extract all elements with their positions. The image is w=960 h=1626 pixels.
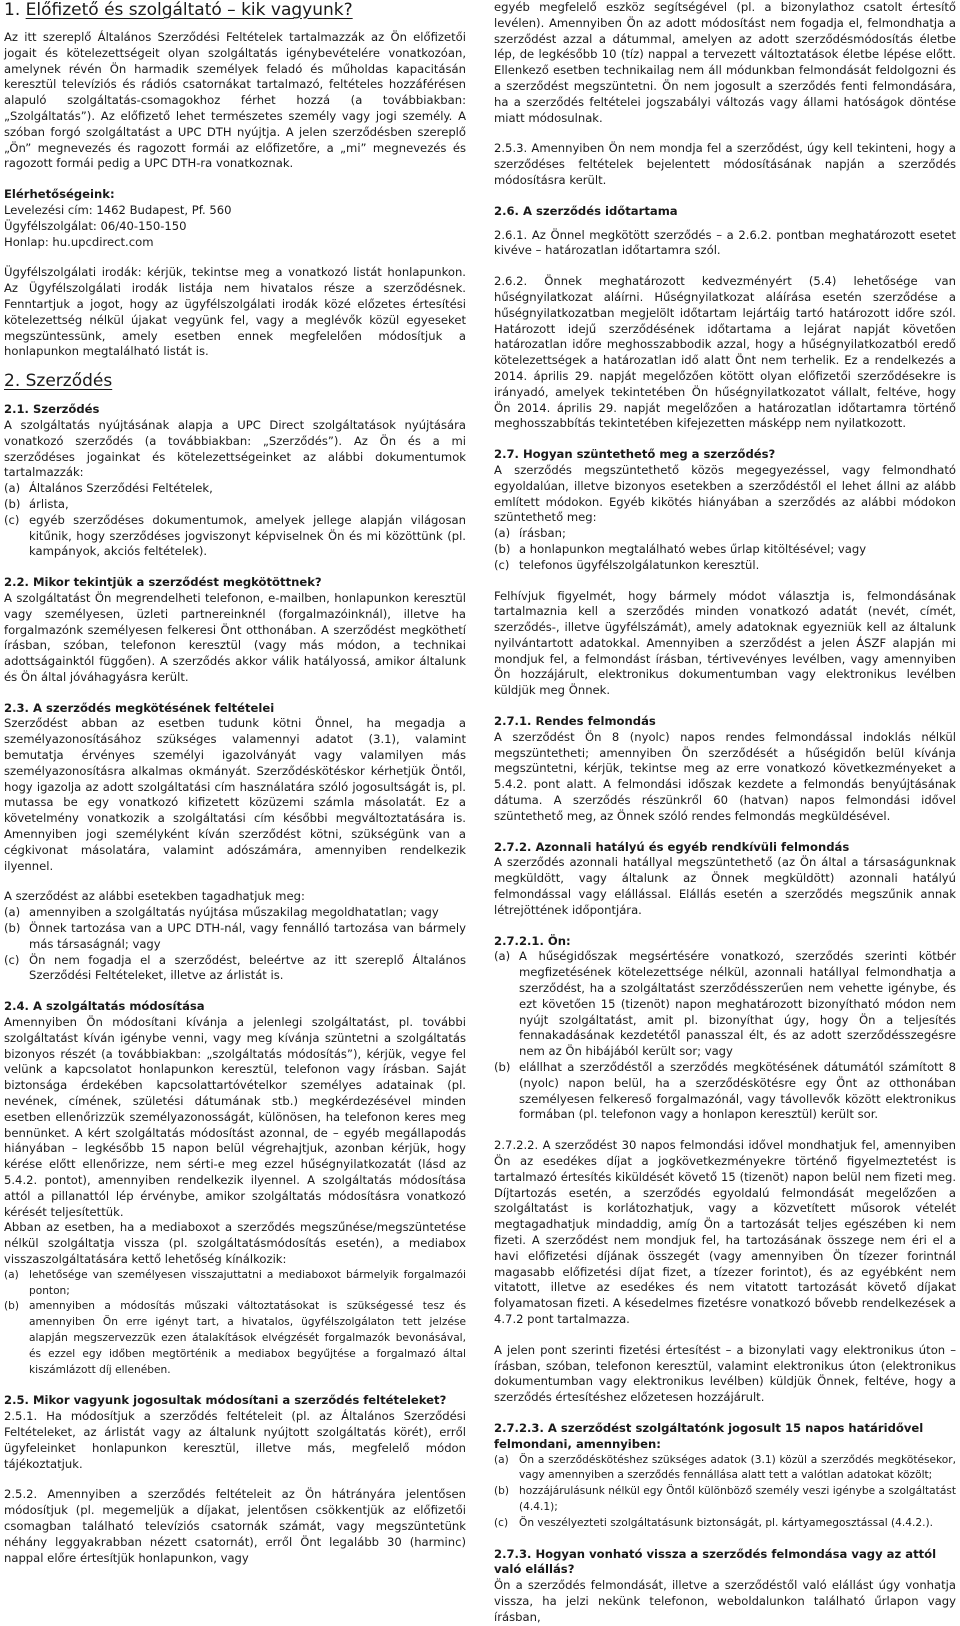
section-2-1-heading: 2.1. Szerződés [4,402,100,417]
list-item: (a) A hűségidőszak megsértésére vonatkozó, szerződés szerinti kötbér megfizetésének kötelezettsége nélkül, azonnali hatállyal felmondhatja a szerződést, ha a szolgáltatást szerződésszerűen nem vehette igénybe, és ezt követően 15 (tizenöt) napon meghatározott bizonyítható módon nem nyújt szolgáltatást, amit pl. bizonyíthat úgy, hogy Ön a teljesítés fennakadásának kezdetétől panasszal élt, és az adott szerződésszegésre nem az Ön hibájából került sor; vagy [494,949,956,1059]
offices-paragraph: Ügyfélszolgálati irodák: kérjük, tekintse meg a vonatkozó listát honlapunkon. Az Ügyfélszolgálati irodák listája nem hivatalos része a szerződésnek. Fenntartjuk a jogot, hogy az ügyfélszolgálati irodák közé előzetes értesítési kötelezettség nélkül újakat vegyünk fel, vagy a meglévők közül egyeseket megszüntessünk, amely esetben ennek megfelelően módosítjuk a honlapunkon megtalálható listát is. [4,265,466,359]
section-2-3-list [4,905,466,984]
section-2-5-2: 2.5.2. Amennyiben a szerződés feltételeit az Ön hátrányára jelentősen módosítjuk (pl. megemeljük a díjakat, jelentősen csökkentjük az előfizetői csomagban található televíziós csatornák számát, vagy megszüntetünk néhány leggyakrabban nézett csatornát), erről Önt legalább 30 (harminc) nappal előre értesítjük honlapunkon, vagy [4,1487,466,1565]
list-item: (b) elállhat a szerződéstől a szerződés megkötésének dátumától számított 8 (nyolc) napon belül, ha a szerződéskötésre egy Önt az otthonában személyesen felkereső forgalmazónál, vagy távollevők között elektronikus formában (pl. telefonon vagy a honlapon keresztül) került sor. [494,1060,956,1122]
section-2-5-1: 2.5.1. Ha módosítjuk a szerződés feltételeit (pl. az Általános Szerződési Feltételeket, az árlistát vagy az általunk nyújtott szolgáltatás körét), erről ügyfeleinket honlapunkon keresztül, illetve más, megfelelő módon tájékoztatjuk. [4,1409,466,1471]
list-item: (b) a honlapunkon megtalálható webes űrlap kitöltésével; vagy [494,541,867,556]
section-2-7-3-text: Ön a szerződés felmondását, illetve a szerződéstől való elállást úgy vonhatja vissza, ha jelzi nekünk telefonon, weboldalunkon található űrlapon vagy írásban, [494,1578,956,1624]
contact-postal: Levelezési cím: 1462 Budapest, Pf. 560 [4,202,232,217]
list-item: (c) Ön nem fogadja el a szerződést, beleértve az itt szereplő Általános Szerződési Feltételeket, illetve az árlistát is. [4,952,466,983]
section-2-7-3-heading: 2.7.3. Hogyan vonható vissza a szerződés felmondása vagy az attól való elállás? [494,1546,937,1577]
list-item: (a) Általános Szerződési Feltételek, [4,481,213,496]
section-2-7-2-1-heading: 2.7.2.1. Ön: [494,933,571,948]
section-2-1-list [4,481,466,560]
section-2-3-refuse: A szerződést az alábbi esetekben tagadhatjuk meg: [4,889,305,904]
list-item: (b) Önnek tartozása van a UPC DTH-nál, vagy fennálló tartozása van bármely más társaságnál; vagy [4,921,466,951]
section-2-5-3: 2.5.3. Amennyiben Ön nem mondja fel a szerződést, úgy kell tekinteni, hogy a szerződéses feltételek bejelentett módosításának napján a szerződés módosításra került. [494,141,956,187]
list-item: (b) hozzájárulásunk nélkül egy Öntől különböző személy veszi igénybe a szolgáltatást (4.4.1); [494,1485,956,1513]
list-item: (b) árlista, [4,496,69,511]
section-2-5-heading: 2.5. Mikor vagyunk jogosultak módosítani a szerződés feltételeket? [4,1393,447,1408]
section-2-4-list [4,1268,466,1379]
section-2-7-2-heading: 2.7.2. Azonnali hatályú és egyéb rendkívüli felmondás [494,839,850,854]
list-item: (c) Ön veszélyezteti szolgáltatásunk biztonságát, pl. kártyamegosztással (4.4.2.). [494,1516,934,1529]
section-2-1-text: A szolgáltatás nyújtásának alapja a UPC Direct szolgáltatások nyújtására vonatkozó szerződés (a továbbiakban: „Szerződés”). Az Ön és a mi szerződéses jogainkat és kötelezettségeinket az alábbi dokumentumok tartalmazzák: [4,417,466,480]
section-2-4-text: Amennyiben Ön módosítani kívánja a jelenlegi szolgáltatást, pl. további szolgáltatást kíván igénybe venni, vagy meg kívánja szüntetni a szolgáltatás bizonyos részét (a továbbiakban: „szolgáltatás módosítás”), kérjük, vegye fel velünk a kapcsolatot honlapunkon keresztül, telefonon vagy írásban. Saját biztonsága érdekében kapcsolattartóvételkor személyes adatainak (pl. nevének, címének, születési dátumának stb.) megkérdezésével minden esetben ellenőrizzük személyazonosságát, különösen, ha telefonon keres meg bennünket. A kért szolgáltatás módosítást azonnal, de – egyéb megállapodás hiányában – legkésőbb 15 napon belül végrehajtjuk, azonban kérjük, hogy kérése előtt ellenőrizze, nem sérti-e meg ezzel hűségnyilatkozatát (lásd az 5.4.2. pontot), amennyiben rendelkezik ilyennel. A szolgáltatás módosítása attól a pillanattól lép érvénybe, amikor szolgáltatás módosításra vonatkozó kérését teljesítettük. [4,1015,466,1219]
section-2-7-list [494,526,956,573]
section-2-7-text: A szerződés megszüntethető közös megegyezéssel, vagy felmondható egyoldalúan, illetve bizonyos esetekben a szerződéstől el lehet állni az alább említett módokon. Egyéb kikötés hiányában a szerződés az alábbi módokon szüntethető meg: [494,462,956,525]
section-2-4-text-2: Abban az esetben, ha a mediaboxot a szerződés megszűnése/megszüntetése nélkül szolgáltatja vissza (pl. szolgáltatásmódosítás esetén), a mediabox visszaszolgáltatására kettő lehetőség kínálkozik: [4,1220,466,1266]
list-item: (c) telefonos ügyfélszolgálatunkon keresztül. [494,557,760,572]
section-2-3-text: Szerződést abban az esetben tudunk kötni Önnel, ha megadja a személyazonosításához szükséges valamennyi adatot (3.1), valamint bemutatja érvényes személyi igazolványát vagy valamilyen más személyazonosításra alkalmas okmányát. Szerződéskötéskor kérhetjük Öntől, hogy igazolja az adott szolgáltatási cím használatára szóló jogosultságát is, pl. mutassa be egy vonatkozó kifizetett közüzemi számla másolatát. Ez a követelmény vonatkozik a szolgáltatási cím későbbi megváltoztatására is. Amennyiben jogi személyként kíván szerződést kötni, szükségünk van a cégkivonat másolatára, valamint adószámára, amennyiben rendelkezik ilyennel. [4,716,466,873]
section-2-7-2-2: 2.7.2.2. A szerződést 30 napos felmondási idővel mondhatjuk fel, amennyiben Ön az esedékes díjat a jogkövetkezményekre történő figyelmeztetést is tartalmazó értesítés kiküldését követő 15 (tizenöt) napon belül nem fizeti meg. Díjtartozás esetén, a szerződés egyoldalú felmondását megelőzően a szolgáltatást is korlátozhatjuk, vagy a közvetített műsorok vételét megtagadhatjuk mindaddig, amíg Ön a tartozását teljes egészében ki nem fizeti. A szerződést nem mondjuk fel, ha tartozásának összege nem éri el a havi előfizetési díjának összegét (vagy amennyiben Ön tízezer forintnál magasabb előfizetési díjat fizet, a tízezer forintot), és az egyébként nem vitatott, illetve az esedékes és nem vitatott tartozását követő díjakat folyamatosan fizeti. A késedelmes fizetésre vonatkozó bővebb rendelkezések a 4.7.2 pont tartalmazza. [494,1138,956,1326]
list-item: (b) amennyiben a módosítás műszaki változtatásokat is szükségessé tesz és amennyiben Ön erre igényt tart, a hivatalos, ügyfélszolgálaton tett jelzése alapján megszervezzük ezen átalakítások elvégzését forgalmazók bevonásával, és ezzel egy időben megtörténik a mediabox begyűjtése a forgalmazó által kiszámlázott díj ellenében. [4,1300,466,1376]
section-2-7-2-2-notice: A jelen pont szerinti fizetési értesítést – a bizonylati vagy elektronikus úton – írásban, szóban, telefonon keresztül, valamint elektronikus úton (elektronikus dokumentumban vagy elektronikus levélben) küldjük Önnek, feltéve, hogy a szerződés értesítéshez előzetesen hozzájárult. [494,1342,956,1405]
section-2-7-2-text: A szerződés azonnali hatállyal megszüntethető (az Ön által a társaságunknak megküldött, vagy általunk az Önnek megküldött) azonnali hatályú felmondással vagy elállással. Elállás esetén a szerződés megszűnik annak létrejöttének időpontjára. [494,855,956,917]
left-column [4,0,466,1566]
section-2-4-heading: 2.4. A szolgáltatás módosítása [4,999,205,1014]
list-item: (c) egyéb szerződéses dokumentumok, amelyek jellege alapján világosan kitűnik, hogy szerződéses jogviszonyt képviselnek Ön és mi közöttünk (pl. kampányok, akciós feltételek). [4,512,466,559]
list-item: (a) amennyiben a szolgáltatás nyújtása műszakilag megoldhatatlan; vagy [4,905,439,920]
section-2-7-text-2: Felhívjuk figyelmét, hogy bármely módot választja is, felmondásának tartalmaznia kell a szerződés minden vonatkozó adatát (nevét, címét, szerződés-, illetve ügyfélszámát), amely adatoknak egyezniük kell az általunk nyilvántartott adatokkal. Amennyiben a szerződést a jelen ÁSZF alapján mi mondjuk fel, a felmondást írásban, tértivevényes levélben, vagy amennyiben Ön hozzájárult, elektronikus dokumentumban vagy elektronikus levélben küldjük meg Önnek. [494,588,956,698]
contact-phone: Ügyfélszolgálat: 06/40-150-150 [4,218,187,233]
section-2-7-1-text: A szerződést Ön 8 (nyolc) napos rendes felmondással indoklás nélkül megszüntetheti; amennyiben Ön szerződését a hűségidőn belül kívánja megszüntetni, kérjük, tekintse meg az erre vonatkozó következményeket a 5.4.2. pont alatt. A felmondási időszak kezdete a felmondás benyújtásának dátuma. A szerződés részünkről 60 (hatvan) napos felmondási idővel szüntethető meg, az Önnek szóló rendes felmondás megküldésével. [494,729,956,823]
list-item: (a) írásban; [494,526,566,541]
continued-paragraph: egyéb megfelelő eszköz segítségével (pl. a bizonylathoz csatolt értesítő levélen). Amennyiben Ön az adott módosítást nem fogadja el, felmondhatja a szerződést azzal a dátummal, amelyen az adott szerződésmódosítás életbe lép, de legkésőbb 10 (tíz) nappal a tervezett változtatások életbe lépése előtt. Ellenkező esetben technikailag nem áll módunkban felmondását feldolgozni és a szerződést megszüntetni. Ön nem jogosult a szerződés fenti felmondására, ha a szerződés feltételei jogszabályi változás vagy állami hatóságok döntése miatt módosulnak. [494,0,956,125]
section-2-7-2-1-list [494,949,956,1123]
section-2-6-heading: 2.6. A szerződés időtartama [494,203,678,218]
contact-heading: Elérhetőségeink: [4,187,115,202]
contact-website: Honlap: hu.upcdirect.com [4,234,154,249]
list-item: (a) Ön a szerződéskötéshez szükséges adatok (3.1) közül a szerződés megkötésekor, vagy amennyiben a szerződés fennállása alatt tett a valótlan adatokat közölt; [494,1453,956,1482]
right-column [494,0,956,1626]
intro-paragraph: Az itt szereplő Általános Szerződési Feltételek tartalmazzák az Ön előfizetői jogait és kötelezettségeit olyan szolgáltatás igénybevételére vonatkozóan, amelynek révén Ön harmadik személyek feladó és műholdas kapacitásán keresztül televíziós és rádiós csatornákat tartalmazó, feltételes hozzáférésen alapuló szolgáltatás-csomagokhoz férhet hozzá (a továbbiakban: „Szolgáltatás”). Az előfizető lehet természetes személy vagy jogi személy. A szóban forgó szolgáltatást a UPC DTH nyújtja. A jelen szerződésben szereplő „Ön” megnevezés és ragozott formái az előfizetőre, a „mi” megnevezés és ragozott formái pedig a UPC DTH-ra vonatkoznak. [4,30,466,171]
section-2-7-heading: 2.7. Hogyan szüntethető meg a szerződés? [494,447,776,462]
list-item: (a) lehetősége van személyesen visszajuttatni a mediaboxot bármelyik forgalmazói ponton; [4,1268,466,1297]
section-1-title: 1. Előfizető és szolgáltató – kik vagyunk? [4,0,353,20]
section-2-2-text: A szolgáltatást Ön megrendelheti telefonon, e-mailben, honlapunkon keresztül vagy személyesen, üzleti partnereinknél (forgalmazóinknál), illetve ha forgalmazónk személyesen felkeresi Önt otthonában. A szerződést megköthetí írásban, szóban, telefonon keresztül (vagy más módon, a technikai adottságainktól függően). A szerződés akkor válik hatályossá, amikor általunk és Ön által jóváhagyásra került. [4,590,466,684]
section-2-3-heading: 2.3. A szerződés megkötésének feltételei [4,700,275,715]
section-2-7-1-heading: 2.7.1. Rendes felmondás [494,714,656,729]
section-2-7-2-3-heading: 2.7.2.3. A szerződést szolgáltatónk jogosult 15 napos határidővel felmondani, amennyiben: [494,1420,924,1451]
section-2-6-2: 2.6.2. Önnek meghatározott kedvezményért (5.4) lehetősége van hűségnyilatkozat aláírni. Hűségnyilatkozat aláírása esetén szerződése a hűségnyilatkozatban megjelölt időtartam lejártáig tartó határozott időre szól. Határozott idejű szerződésének időtartama a lejárat napját követően határozatlan időre meghosszabbodik azzal, hogy a hűségnyilatkozatból eredő kötelezettségek a határozatlan idő alatt Önt nem terhelik. Ez a rendelkezés a 2014. április 29. napját megelőzően kötött olyan előfizetői szerződésekre is irányadó, amelyek tekintetében Ön hűségnyilatkozatot vállalt, feltéve, hogy Ön 2014. április 29. napját megelőzően a határozatlan időtartamra történő meghosszabbítás tekintetében kifejezetten másképp nem nyilatkozott. [494,274,956,431]
section-2-2-heading: 2.2. Mikor tekintjük a szerződést megkötöttnek? [4,575,322,590]
section-2-6-1: 2.6.1. Az Önnel megkötött szerződés – a 2.6.2. pontban meghatározott esetet kivéve – határozatlan időtartamra szól. [494,227,956,258]
section-2-7-2-3-list [494,1453,956,1532]
section-2-title: 2. Szerződés [4,371,113,392]
